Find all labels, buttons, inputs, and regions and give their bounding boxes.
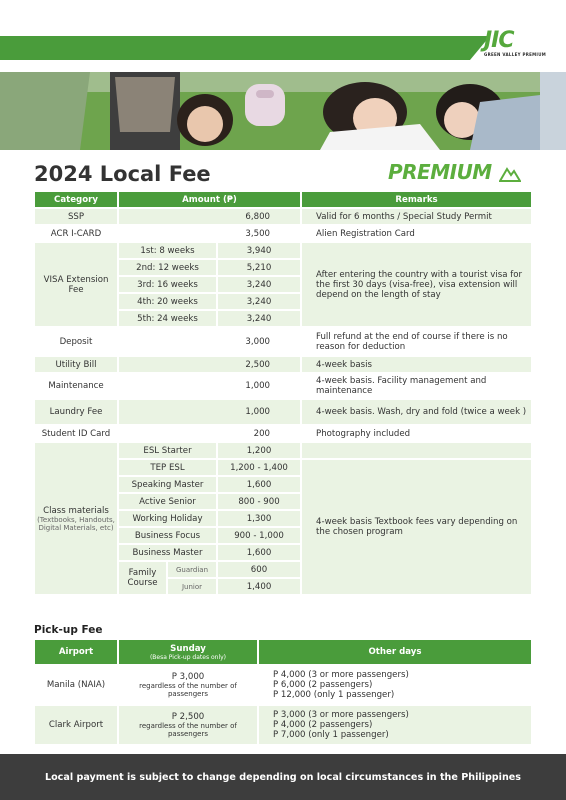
- visa-amount-3: 3,240: [218, 277, 300, 292]
- local-fee-table: [33, 190, 533, 596]
- jic-logo: [484, 30, 554, 64]
- acr-amount: 3,500: [119, 226, 300, 241]
- family-junior-amount: 1,400: [218, 579, 300, 594]
- pickup-title: Pick-up Fee: [34, 624, 103, 636]
- clark-other-2: P 4,000 (2 passengers): [273, 720, 373, 730]
- clark-other-days: [259, 706, 531, 744]
- program-amount-2: 1,200 - 1,400: [218, 460, 300, 475]
- program-4: Active Senior: [119, 494, 216, 509]
- manila-other-1: P 4,000 (3 or more passengers): [273, 670, 409, 680]
- program-amount-7: 1,600: [218, 545, 300, 560]
- family-guardian-amount: 600: [218, 562, 300, 577]
- program-3: Speaking Master: [119, 477, 216, 492]
- family-junior: Junior: [168, 579, 216, 594]
- program-amount-4: 800 - 900: [218, 494, 300, 509]
- students-on-grass-photo: [0, 72, 566, 150]
- visa-period-1: 1st: 8 weeks: [119, 243, 216, 258]
- program-5: Working Holiday: [119, 511, 216, 526]
- utility-category: Utility Bill: [35, 357, 117, 372]
- program-2: TEP ESL: [119, 460, 216, 475]
- maintenance-remarks: 4-week basis. Facility management and maintenance: [302, 374, 531, 398]
- ssp-amount: 6,800: [119, 209, 300, 224]
- clark-airport: Clark Airport: [35, 706, 117, 744]
- clark-sunday-price: P 2,500: [171, 712, 205, 722]
- visa-period-4: 4th: 20 weeks: [119, 294, 216, 309]
- acr-remarks: Alien Registration Card: [302, 226, 531, 241]
- visa-amount-2: 5,210: [218, 260, 300, 275]
- program-amount-3: 1,600: [218, 477, 300, 492]
- clark-sunday: [119, 706, 257, 744]
- class-materials-category: [35, 443, 117, 594]
- class-materials-remarks-blank: [302, 443, 531, 458]
- program-1: ESL Starter: [119, 443, 216, 458]
- visa-period-5: 5th: 24 weeks: [119, 311, 216, 326]
- sunday-note: (Besa Pick-up dates only): [149, 653, 227, 661]
- logo-subtitle: GREEN VALLEY PREMIUM: [484, 52, 547, 57]
- header-category: Category: [35, 192, 117, 207]
- family-course-label: Family Course: [119, 562, 166, 594]
- maintenance-amount: 1,000: [119, 374, 300, 398]
- visa-amount-4: 3,240: [218, 294, 300, 309]
- clark-other-3: P 7,000 (only 1 passenger): [273, 730, 389, 740]
- pickup-header-other: Other days: [259, 640, 531, 664]
- laundry-category: Laundry Fee: [35, 400, 117, 424]
- ssp-category: SSP: [35, 209, 117, 224]
- premium-label: PREMIUM: [388, 160, 492, 184]
- class-materials-remarks: 4-week basis Textbook fees vary depending on the chosen program: [302, 460, 531, 594]
- clark-other-1: P 3,000 (3 or more passengers): [273, 710, 409, 720]
- deposit-amount: 3,000: [119, 328, 300, 355]
- student-id-remarks: Photography included: [302, 426, 531, 441]
- deposit-remarks: Full refund at the end of course if there is no reason for deduction: [302, 328, 531, 355]
- visa-category: VISA Extension Fee: [35, 243, 117, 326]
- manila-airport: Manila (NAIA): [35, 666, 117, 704]
- class-materials-label: Class materials: [43, 505, 109, 516]
- family-guardian: Guardian: [168, 562, 216, 577]
- visa-remarks: After entering the country with a tourist visa for the first 30 days (visa-free), visa extension will depend on the length of stay: [302, 243, 531, 326]
- program-amount-6: 900 - 1,000: [218, 528, 300, 543]
- utility-remarks: 4-week basis: [302, 357, 531, 372]
- manila-sunday: [119, 666, 257, 704]
- acr-category: ACR I-CARD: [35, 226, 117, 241]
- program-amount-5: 1,300: [218, 511, 300, 526]
- manila-other-days: [259, 666, 531, 704]
- manila-sunday-price: P 3,000: [171, 672, 205, 682]
- page-title: 2024 Local Fee: [34, 162, 211, 186]
- header-remarks: Remarks: [302, 192, 531, 207]
- laundry-remarks: 4-week basis. Wash, dry and fold (twice a week ): [302, 400, 531, 424]
- class-materials-note: (Textbooks, Handouts, Digital Materials, etc): [37, 515, 115, 532]
- program-7: Business Master: [119, 545, 216, 560]
- program-6: Business Focus: [119, 528, 216, 543]
- photo-illustration: [0, 72, 566, 150]
- visa-amount-5: 3,240: [218, 311, 300, 326]
- mountain-icon: [499, 166, 521, 182]
- utility-amount: 2,500: [119, 357, 300, 372]
- footer-text: Local payment is subject to change depending on local circumstances in the Philippines: [44, 771, 522, 783]
- program-amount-1: 1,200: [218, 443, 300, 458]
- clark-sunday-note: regardless of the number of passengers: [139, 722, 237, 738]
- ssp-remarks: Valid for 6 months / Special Study Permit: [302, 209, 531, 224]
- student-id-category: Student ID Card: [35, 426, 117, 441]
- logo-mark: JIC: [484, 28, 514, 53]
- manila-other-2: P 6,000 (2 passengers): [273, 680, 373, 690]
- footer-notice: [0, 754, 566, 800]
- premium-badge: [388, 160, 521, 184]
- header-amount: Amount (₱): [119, 192, 300, 207]
- laundry-amount: 1,000: [119, 400, 300, 424]
- pickup-header-sunday: [119, 640, 257, 664]
- visa-period-2: 2nd: 12 weeks: [119, 260, 216, 275]
- manila-other-3: P 12,000 (only 1 passenger): [273, 690, 395, 700]
- visa-amount-1: 3,940: [218, 243, 300, 258]
- sunday-label: Sunday: [170, 643, 206, 654]
- pickup-header-airport: Airport: [35, 640, 117, 664]
- top-green-bar: [0, 36, 470, 60]
- manila-sunday-note: regardless of the number of passengers: [139, 682, 237, 698]
- student-id-amount: 200: [119, 426, 300, 441]
- visa-period-3: 3rd: 16 weeks: [119, 277, 216, 292]
- deposit-category: Deposit: [35, 328, 117, 355]
- pickup-fee-table: [33, 638, 533, 746]
- maintenance-category: Maintenance: [35, 374, 117, 398]
